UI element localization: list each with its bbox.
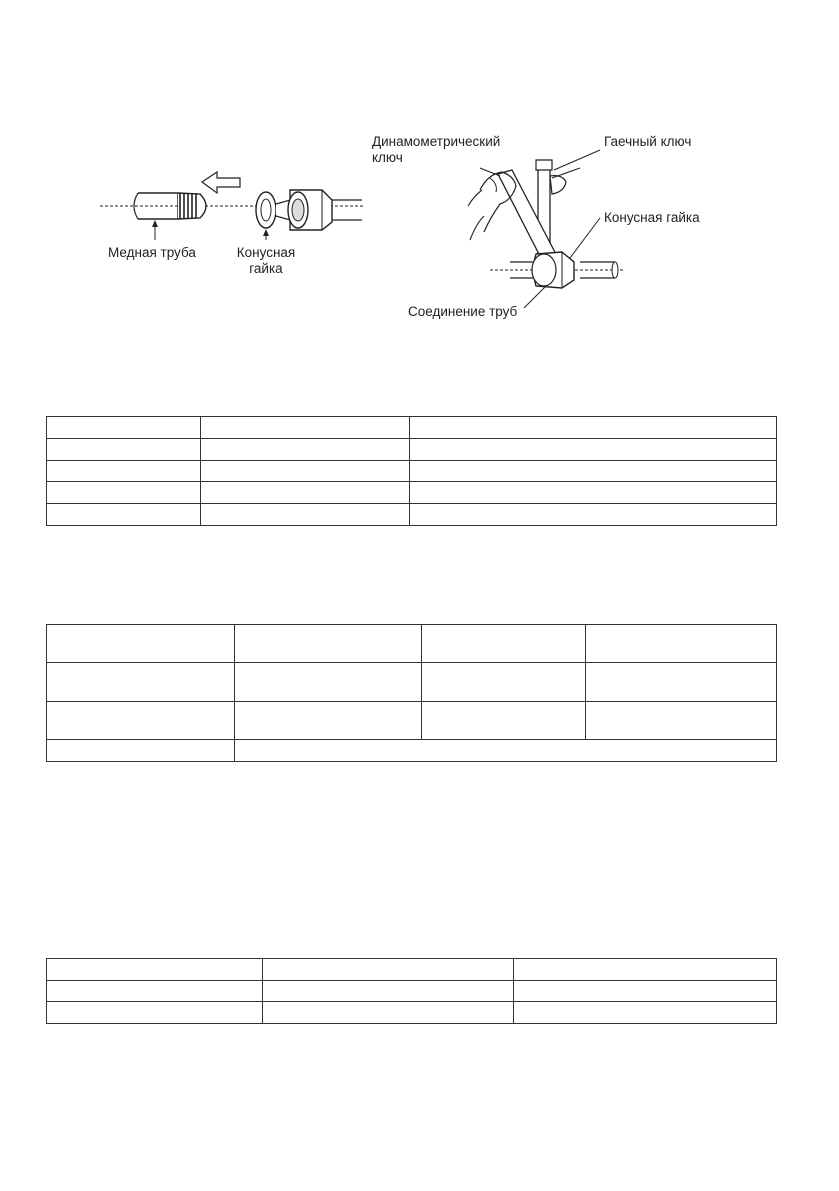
table-row [47,482,777,504]
torque-wrench-label: Динамометрический ключ [372,134,501,165]
torque-wrench-spanner-illustration [440,140,700,320]
table-row [47,438,777,460]
flare-nut-label: Конусная гайка [236,245,296,276]
table-row [47,980,777,1002]
table-1 [46,416,777,526]
table-row [47,417,777,439]
table-row [47,504,777,526]
table-row [47,701,777,739]
pipe-joint-label: Соединение труб [408,304,518,319]
table-row [47,460,777,482]
copper-pipe-flare-nut-illustration [100,160,370,240]
table-row [47,663,777,701]
spanner-label: Гаечный ключ [604,134,692,149]
table-3 [46,958,777,1024]
table-row [47,959,777,981]
copper-pipe-label: Медная труба [108,245,196,260]
table-row [47,1002,777,1024]
flare-nut-right-label: Конусная гайка [604,210,700,225]
table-row [47,625,777,663]
table-row [47,739,777,761]
table-2 [46,624,777,762]
